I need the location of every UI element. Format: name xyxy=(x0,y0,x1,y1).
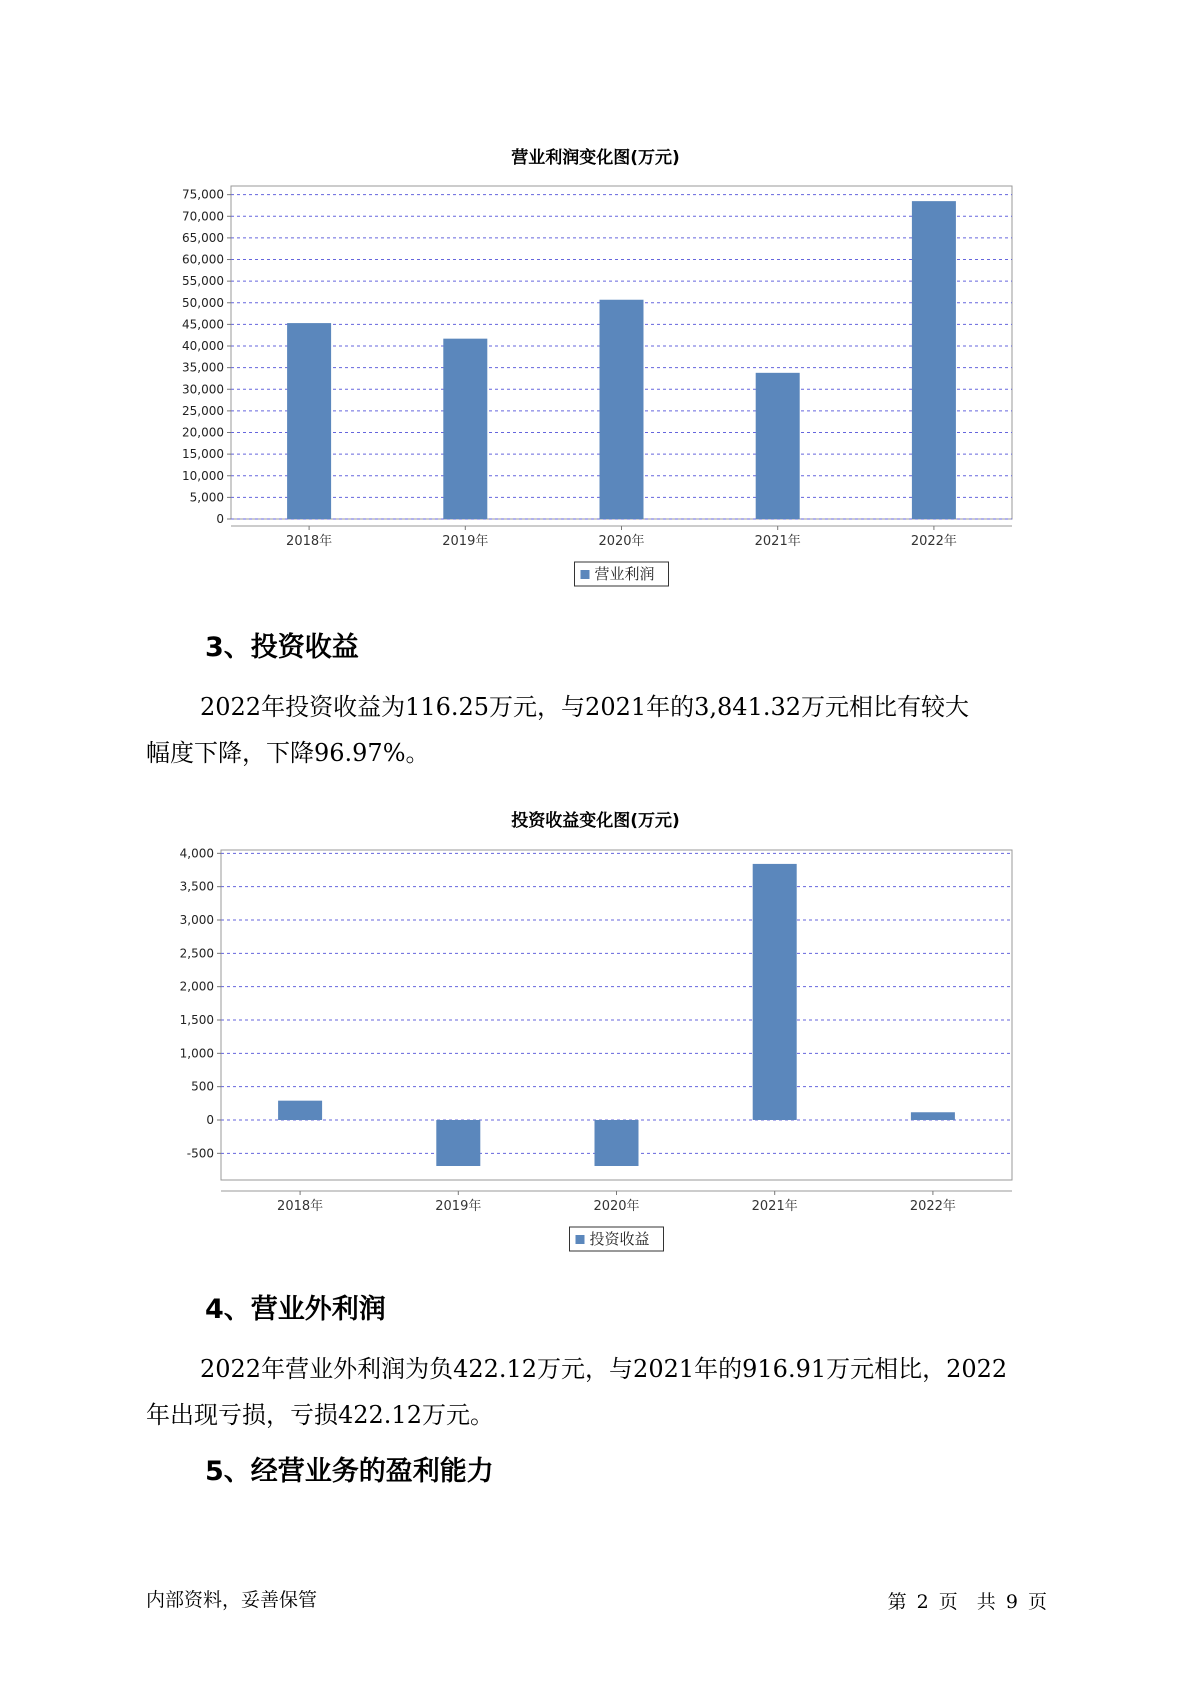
section3-heading: 3、投资收益 xyxy=(205,632,359,663)
page-prefix: 第 xyxy=(887,1591,907,1613)
page-total: 9 xyxy=(1005,1591,1018,1613)
chart2-bar-2020年 xyxy=(595,1120,639,1166)
chart1-ytick-label: 70,000 xyxy=(182,209,224,224)
operating-profit-chart xyxy=(0,170,1191,590)
chart2-bar-2021年 xyxy=(753,864,797,1120)
section5-heading: 5、经营业务的盈利能力 xyxy=(205,1456,494,1487)
chart1-xtick-label: 2022年 xyxy=(910,534,957,549)
chart1-bar-2020年 xyxy=(600,300,644,519)
page-number xyxy=(886,1587,1049,1614)
section4-paragraph xyxy=(146,1346,1076,1438)
chart2-ytick-label: 2,500 xyxy=(179,946,214,961)
page-mid: 页 共 xyxy=(938,1591,996,1613)
section4-line1: 2022年营业外利润为负422.12万元，与2021年的916.91万元相比，2022 xyxy=(200,1355,1008,1383)
chart2-bar-2022年 xyxy=(911,1112,955,1120)
section3-paragraph xyxy=(146,684,1076,776)
chart1-ytick-label: 10,000 xyxy=(182,468,224,483)
chart1-ytick-label: 55,000 xyxy=(182,274,224,289)
chart1-xtick-label: 2019年 xyxy=(442,534,489,549)
chart1-bar-2019年 xyxy=(443,339,487,519)
chart1-legend-label: 营业利润 xyxy=(594,565,655,583)
footer-confidential-note: 内部资料，妥善保管 xyxy=(146,1589,318,1611)
chart1-ytick-label: 30,000 xyxy=(182,382,224,397)
chart1-ytick-label: 0 xyxy=(216,512,224,526)
chart2-ytick-label: 1,000 xyxy=(179,1046,214,1061)
section4-line2: 年出现亏损，亏损422.12万元。 xyxy=(146,1401,494,1429)
chart2-ytick-label: 3,500 xyxy=(179,879,214,894)
chart1-ytick-label: 60,000 xyxy=(182,252,224,267)
chart1-ytick-label: 50,000 xyxy=(182,295,224,310)
chart2-ytick-label: 4,000 xyxy=(179,846,214,861)
chart1-ytick-label: 40,000 xyxy=(182,339,224,354)
chart2-legend-swatch xyxy=(576,1235,585,1244)
chart2-xtick-label: 2018年 xyxy=(277,1199,324,1214)
chart1-ytick-label: 15,000 xyxy=(182,447,224,462)
chart2-xtick-label: 2022年 xyxy=(909,1199,956,1214)
chart2-bar-2019年 xyxy=(436,1120,480,1166)
chart1-ytick-label: 45,000 xyxy=(182,317,224,332)
chart2-bar-2018年 xyxy=(278,1101,322,1120)
chart2-xtick-label: 2020年 xyxy=(593,1199,640,1214)
chart1-ytick-label: 35,000 xyxy=(182,360,224,375)
section3-line1: 2022年投资收益为116.25万元，与2021年的3,841.32万元相比有较大 xyxy=(200,693,970,721)
chart2-xtick-label: 2019年 xyxy=(435,1199,482,1214)
chart1-xtick-label: 2018年 xyxy=(286,534,333,549)
chart2-legend-label: 投资收益 xyxy=(589,1230,650,1248)
chart1-ytick-label: 25,000 xyxy=(182,403,224,418)
section3-line2: 幅度下降，下降96.97%。 xyxy=(146,739,430,767)
chart1-ytick-label: 5,000 xyxy=(189,490,224,505)
chart1-ytick-label: 65,000 xyxy=(182,230,224,245)
chart2-title: 投资收益变化图(万元) xyxy=(511,811,680,831)
chart1-ytick-label: 75,000 xyxy=(182,187,224,202)
chart2-ytick-label: 0 xyxy=(206,1113,214,1127)
chart1-title: 营业利润变化图(万元) xyxy=(511,148,680,168)
chart1-legend-swatch xyxy=(581,570,590,579)
chart1-xtick-label: 2020年 xyxy=(598,534,645,549)
chart1-bar-2018年 xyxy=(287,323,331,519)
chart2-xtick-label: 2021年 xyxy=(751,1199,798,1214)
chart2-ytick-label: 3,000 xyxy=(179,913,214,927)
investment-income-chart xyxy=(0,835,1191,1255)
chart1-ytick-label: 20,000 xyxy=(182,425,224,440)
page-suffix: 页 xyxy=(1027,1591,1047,1613)
chart2-ytick-label: 500 xyxy=(191,1079,214,1094)
section4-heading: 4、营业外利润 xyxy=(205,1294,386,1325)
chart1-bar-2021年 xyxy=(756,373,800,519)
chart2-ytick-label: 2,000 xyxy=(179,979,214,994)
chart2-ytick-label: -500 xyxy=(186,1146,214,1161)
chart2-ytick-label: 1,500 xyxy=(179,1013,214,1027)
chart1-bar-2022年 xyxy=(912,201,956,519)
chart1-xtick-label: 2021年 xyxy=(754,534,801,549)
page-current: 2 xyxy=(916,1591,929,1613)
